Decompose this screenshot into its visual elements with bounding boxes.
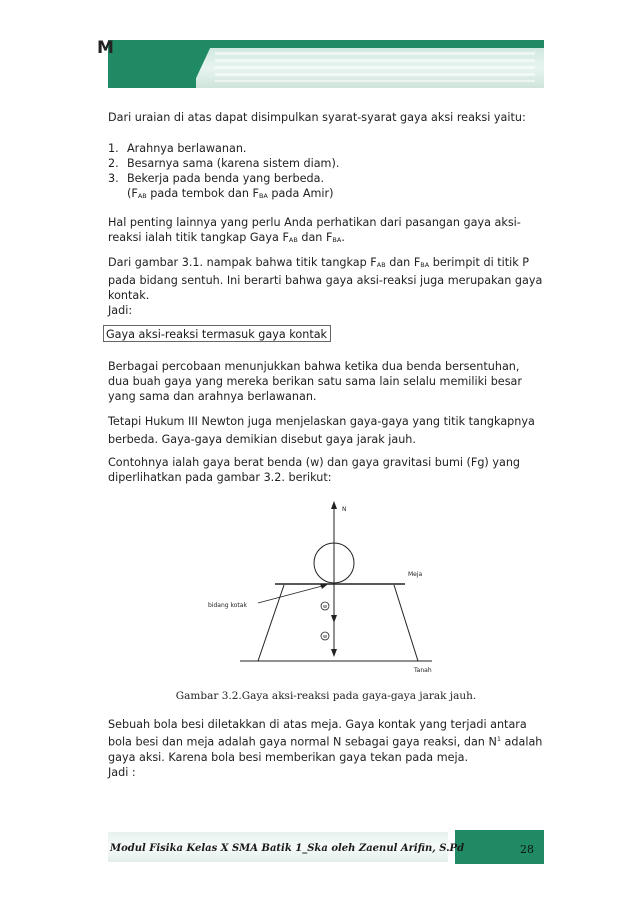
ball-paragraph: Sebuah bola besi diletakkan di atas meja. Gaya kontak yang terjadi antara bola besi dan meja adalah gaya normal N sebagai gaya reaksi, dan $N^1$ adalah gaya aksi. Karena bola besi memberikan gaya tekan pada meja. Jadi : [108,718,543,779]
weight-arrowhead-1 [331,615,337,623]
label-w2: w [323,634,328,640]
label-bidang: bidang kotak [208,602,247,609]
label-meja: Meja [408,571,423,578]
label-w1: w [323,604,328,610]
header-texture [215,52,535,82]
list-number: 1. [108,142,119,155]
list-text: Bekerja pada benda yang berbeda. [127,172,325,185]
list-text: Besarnya sama (karena sistem diam). [127,157,340,170]
list-item [108,141,544,156]
header-slant [190,40,220,88]
list-number: 2. [108,157,119,170]
table-leg-left [258,585,284,661]
weight-arrowhead-2 [331,649,337,657]
conclusion-box: Gaya aksi-reaksi termasuk gaya kontak [103,325,331,342]
header-dark-block [108,40,196,88]
example-paragraph: Contohnya ialah gaya berat benda (w) dan gaya gravitasi bumi (Fg) yang diperlihatkan pada gambar 3.2. berikut: [108,456,521,484]
header-top-strip [196,40,544,48]
point-paragraph: Hal penting lainnya yang perlu Anda perhatikan dari pasangan gaya aksi-reaksi ialah titik tangkap Gaya $F_{AB}$ dan $F_{BA}$. [108,216,521,244]
header-letter: M [97,38,114,58]
intro-paragraph: Dari uraian di atas dapat disimpulkan syarat-syarat gaya aksi reaksi yaitu: [108,111,526,124]
list-text: Arahnya berlawanan. [127,142,247,155]
experiment-paragraph: Berbagai percobaan menunjukkan bahwa ketika dua benda bersentuhan, dua buah gaya yang mereka berikan satu sama lain selalu memiliki besar yang sama dan arahnya berlawanan. [108,360,522,403]
footer-text: Modul Fisika Kelas X SMA Batik 1_Ska oleh Zaenul Arifin, S.Pd [110,843,465,854]
table-leg-right [394,585,418,661]
list-item [108,156,544,171]
list-item [108,171,544,186]
normal-force-arrowhead [331,501,337,509]
figure-caption: Gambar 3.2.Gaya aksi-reaksi pada gaya-gaya jarak jauh. [175,690,477,702]
contact-pointer-line [258,585,326,603]
list-note-text: ($F_{AB}$ pada tembok dan $F_{BA}$ pada Amir) [127,187,334,200]
label-tanah: Tanah [414,667,432,674]
figure-paragraph: Dari gambar 3.1. nampak bahwa titik tangkap $F_{AB}$ dan $F_{BA}$ berimpit di titik P pada bidang sentuh. Ini berarti bahwa gaya aksi-reaksi juga merupakan gaya kontak. Jadi: [108,256,543,317]
page-number: 28 [520,843,534,856]
list-note [108,186,544,204]
list-number: 3. [108,172,119,185]
figure-ball-on-table [200,495,450,675]
contact-pointer-arrowhead [320,584,328,589]
label-n: N [342,506,347,513]
conditions-list [108,141,544,204]
newton-paragraph: Tetapi Hukum III Newton juga menjelaskan gaya-gaya yang titik tangkapnya berbeda. Gaya-gaya demikian disebut gaya jarak jauh. [108,415,535,446]
